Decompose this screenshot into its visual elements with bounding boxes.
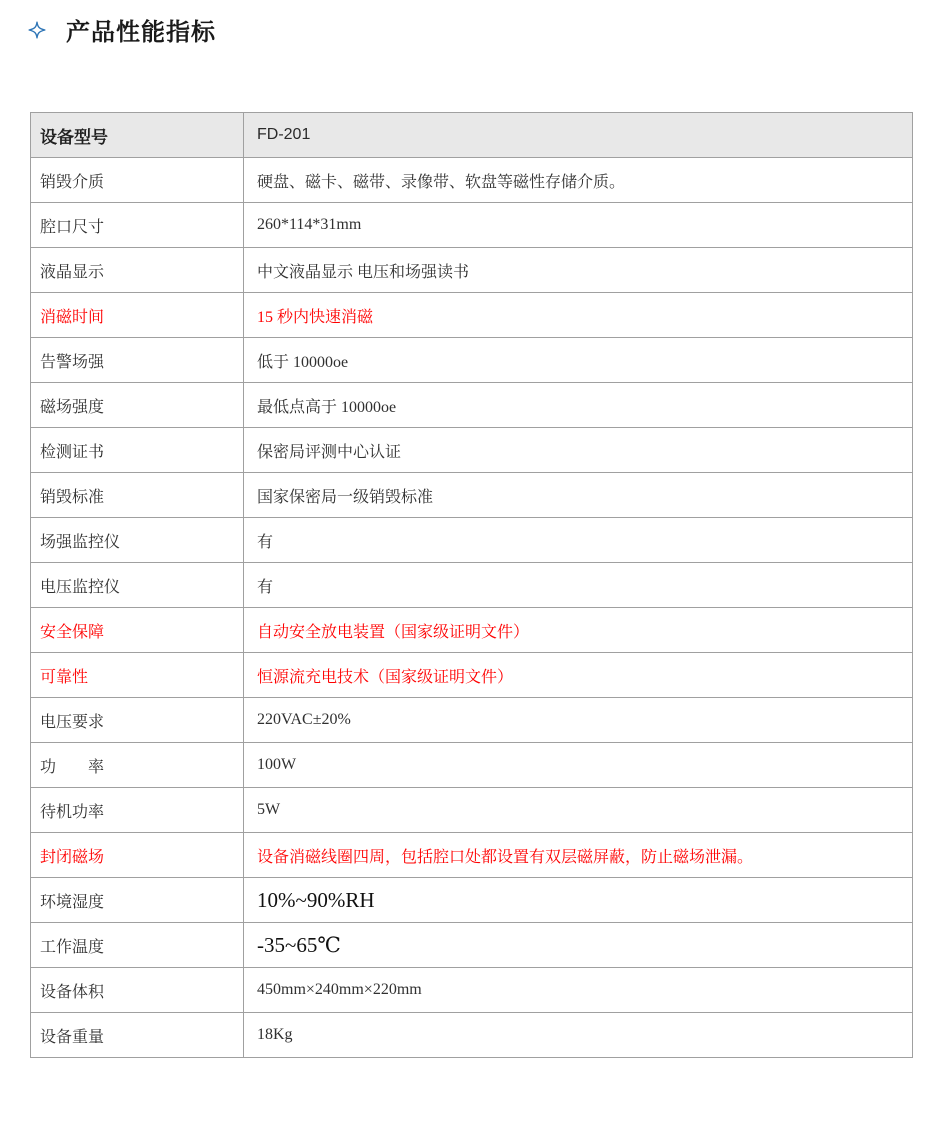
spec-value-cell: 450mm×240mm×220mm bbox=[244, 968, 913, 1013]
table-row bbox=[31, 473, 913, 518]
spec-label-cell: 液晶显示 bbox=[31, 248, 244, 293]
spec-label-cell: 可靠性 bbox=[31, 653, 244, 698]
spec-value-cell: 有 bbox=[244, 518, 913, 563]
spec-value-cell: 220VAC±20% bbox=[244, 698, 913, 743]
table-row bbox=[31, 788, 913, 833]
spec-label-cell: 设备重量 bbox=[31, 1013, 244, 1058]
table-row bbox=[31, 878, 913, 923]
table-row bbox=[31, 833, 913, 878]
spec-label-cell: 销毁标准 bbox=[31, 473, 244, 518]
spec-value-cell: 中文液晶显示 电压和场强读书 bbox=[244, 248, 913, 293]
table-row bbox=[31, 383, 913, 428]
four-pointed-star-icon bbox=[28, 21, 46, 39]
spec-label-cell: 电压要求 bbox=[31, 698, 244, 743]
table-row bbox=[31, 743, 913, 788]
spec-value-cell: -35~65℃ bbox=[244, 923, 913, 968]
spec-label-cell: 消磁时间 bbox=[31, 293, 244, 338]
table-row bbox=[31, 653, 913, 698]
spec-label-cell: 磁场强度 bbox=[31, 383, 244, 428]
spec-label-cell: 功 率 bbox=[31, 743, 244, 788]
spec-label-cell: 电压监控仪 bbox=[31, 563, 244, 608]
section-heading bbox=[28, 12, 216, 47]
spec-value-cell: 最低点高于 10000oe bbox=[244, 383, 913, 428]
spec-value-cell: 低于 10000oe bbox=[244, 338, 913, 383]
spec-label-cell: 待机功率 bbox=[31, 788, 244, 833]
spec-label-cell: 设备型号 bbox=[31, 113, 244, 158]
table-row bbox=[31, 248, 913, 293]
spec-value-cell: 设备消磁线圈四周，包括腔口处都设置有双层磁屏蔽，防止磁场泄漏。 bbox=[244, 833, 913, 878]
spec-value-cell: 国家保密局一级销毁标准 bbox=[244, 473, 913, 518]
table-row bbox=[31, 428, 913, 473]
table-row bbox=[31, 968, 913, 1013]
spec-label-cell: 场强监控仪 bbox=[31, 518, 244, 563]
table-header-row bbox=[31, 113, 913, 158]
spec-label-cell: 设备体积 bbox=[31, 968, 244, 1013]
table-row bbox=[31, 1013, 913, 1058]
spec-table-body bbox=[31, 113, 913, 1058]
spec-value-cell: 15 秒内快速消磁 bbox=[244, 293, 913, 338]
table-row bbox=[31, 293, 913, 338]
spec-label-cell: 检测证书 bbox=[31, 428, 244, 473]
spec-value-cell: 100W bbox=[244, 743, 913, 788]
table-row bbox=[31, 518, 913, 563]
spec-value-cell: 自动安全放电装置（国家级证明文件） bbox=[244, 608, 913, 653]
spec-label-cell: 工作温度 bbox=[31, 923, 244, 968]
spec-value-cell: 保密局评测中心认证 bbox=[244, 428, 913, 473]
spec-table bbox=[30, 112, 913, 1058]
spec-value-cell: 硬盘、磁卡、磁带、录像带、软盘等磁性存储介质。 bbox=[244, 158, 913, 203]
table-row bbox=[31, 203, 913, 248]
spec-label-cell: 环境湿度 bbox=[31, 878, 244, 923]
table-row bbox=[31, 608, 913, 653]
table-row bbox=[31, 698, 913, 743]
spec-label-cell: 销毁介质 bbox=[31, 158, 244, 203]
spec-value-cell: 恒源流充电技术（国家级证明文件） bbox=[244, 653, 913, 698]
spec-label-cell: 安全保障 bbox=[31, 608, 244, 653]
spec-label-cell: 腔口尺寸 bbox=[31, 203, 244, 248]
table-row bbox=[31, 158, 913, 203]
table-row bbox=[31, 338, 913, 383]
spec-value-cell: 10%~90%RH bbox=[244, 878, 913, 923]
spec-label-cell: 告警场强 bbox=[31, 338, 244, 383]
table-row bbox=[31, 923, 913, 968]
spec-label-cell: 封闭磁场 bbox=[31, 833, 244, 878]
spec-value-cell: FD-201 bbox=[244, 113, 913, 158]
page-title: 产品性能指标 bbox=[66, 19, 216, 46]
table-row bbox=[31, 563, 913, 608]
spec-value-cell: 260*114*31mm bbox=[244, 203, 913, 248]
spec-value-cell: 5W bbox=[244, 788, 913, 833]
spec-value-cell: 有 bbox=[244, 563, 913, 608]
spec-value-cell: 18Kg bbox=[244, 1013, 913, 1058]
